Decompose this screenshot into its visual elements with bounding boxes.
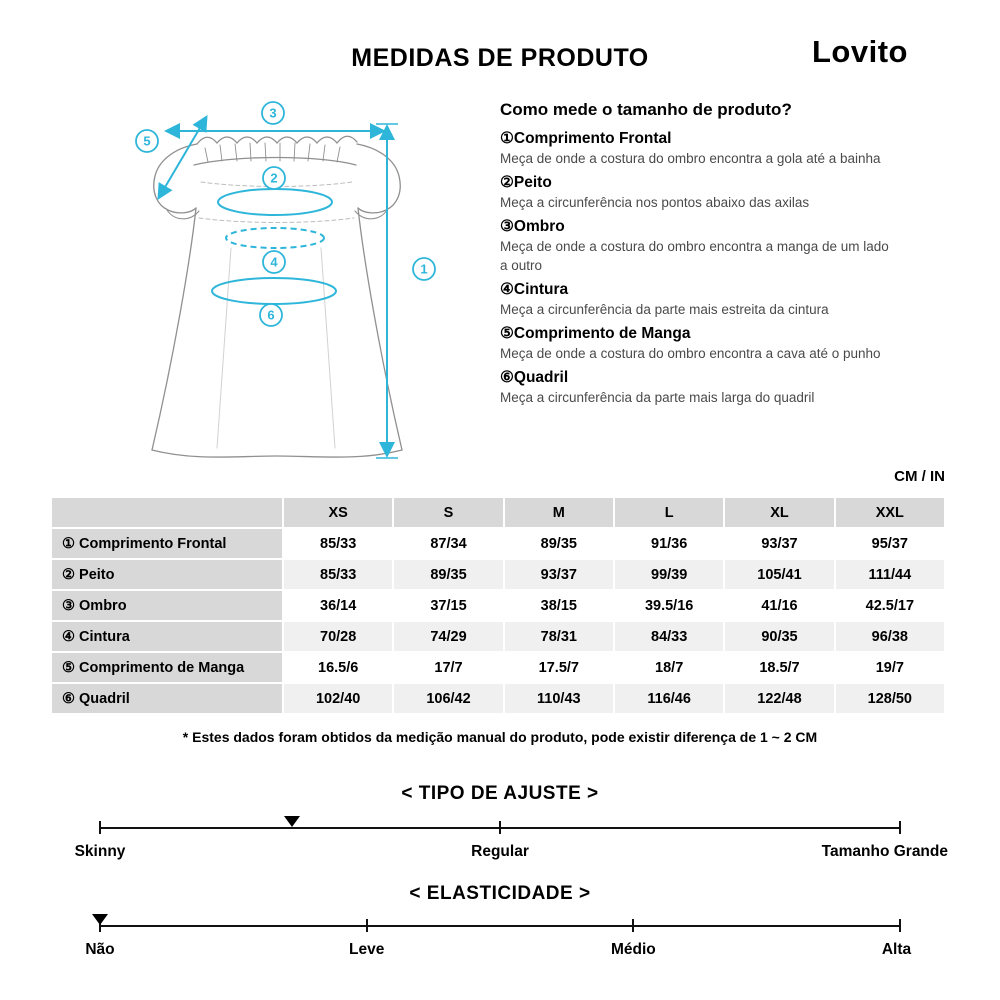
guide-item-desc: Meça de onde a costura do ombro encontra a manga de um lado a outro xyxy=(500,239,889,273)
size-value: 38/15 xyxy=(504,590,614,621)
size-value: 17/7 xyxy=(393,652,503,683)
size-table-head xyxy=(51,497,945,528)
size-value: 84/33 xyxy=(614,621,724,652)
guide-item-desc: Meça a circunferência da parte mais estreita da cintura xyxy=(500,302,829,317)
scale-tick xyxy=(499,821,501,834)
size-value: 93/37 xyxy=(724,528,834,559)
size-value: 17.5/7 xyxy=(504,652,614,683)
row-label: ⑥ Quadril xyxy=(51,683,283,714)
marker-chest xyxy=(263,167,285,189)
table-row xyxy=(51,528,945,559)
fit-scale xyxy=(74,815,949,865)
scale-tick xyxy=(632,919,634,932)
guide-item xyxy=(500,279,895,319)
size-value: 122/48 xyxy=(724,683,834,714)
size-col-header: S xyxy=(393,497,503,528)
size-value: 42.5/17 xyxy=(835,590,945,621)
measure-guide-heading: Como mede o tamanho de produto? xyxy=(500,100,792,119)
size-col-header: L xyxy=(614,497,724,528)
size-value: 18/7 xyxy=(614,652,724,683)
marker-waist-num: 4 xyxy=(270,254,278,270)
marker-shoulder-num: 3 xyxy=(269,105,277,121)
table-row xyxy=(51,590,945,621)
guide-item-desc: Meça a circunferência da parte mais larga do quadril xyxy=(500,390,815,405)
size-value: 93/37 xyxy=(504,559,614,590)
measure-guide xyxy=(500,100,895,411)
scale-label: Médio xyxy=(610,941,656,958)
row-label: ⑤ Comprimento de Manga xyxy=(51,652,283,683)
size-value: 36/14 xyxy=(283,590,393,621)
unit-label: CM / IN xyxy=(894,468,945,485)
size-value: 85/33 xyxy=(283,559,393,590)
size-value: 91/36 xyxy=(614,528,724,559)
scale-label: Leve xyxy=(348,941,385,958)
marker-length-num: 1 xyxy=(420,261,428,277)
table-row xyxy=(51,652,945,683)
size-value: 96/38 xyxy=(835,621,945,652)
dress-diagram xyxy=(55,98,495,481)
size-col-header: M xyxy=(504,497,614,528)
scale-label: Tamanho Grande xyxy=(821,843,949,860)
marker-shoulder xyxy=(262,102,284,124)
guide-item xyxy=(500,367,895,407)
row-label: ③ Ombro xyxy=(51,590,283,621)
size-value: 90/35 xyxy=(724,621,834,652)
marker-waist xyxy=(263,251,285,273)
size-value: 106/42 xyxy=(393,683,503,714)
guide-item-desc: Meça de onde a costura do ombro encontra a cava até o punho xyxy=(500,346,881,361)
chest-ellipse xyxy=(218,189,332,215)
size-value: 110/43 xyxy=(504,683,614,714)
guide-item-name: ①Comprimento Frontal xyxy=(500,130,672,147)
guide-item-name: ⑤Comprimento de Manga xyxy=(500,325,691,342)
size-value: 37/15 xyxy=(393,590,503,621)
page-title: MEDIDAS DE PRODUTO xyxy=(351,44,649,72)
guide-item-name: ⑥Quadril xyxy=(500,369,569,386)
scale-tick xyxy=(899,821,901,834)
marker-chest-num: 2 xyxy=(270,170,278,186)
size-table-corner xyxy=(51,497,283,528)
brand-logo: Lovito xyxy=(812,34,908,69)
size-value: 87/34 xyxy=(393,528,503,559)
scale-label: Regular xyxy=(471,843,529,860)
scale-label: Alta xyxy=(881,941,912,958)
size-value: 105/41 xyxy=(724,559,834,590)
size-value: 89/35 xyxy=(504,528,614,559)
elasticity-scale xyxy=(85,913,912,963)
size-value: 85/33 xyxy=(283,528,393,559)
marker-hip-num: 6 xyxy=(267,307,275,323)
scale-line xyxy=(100,925,900,927)
scale-label: Skinny xyxy=(74,843,126,860)
waist-ellipse xyxy=(226,228,324,248)
guide-item-name: ③Ombro xyxy=(500,218,565,235)
size-value: 78/31 xyxy=(504,621,614,652)
elasticity-scale-title: < ELASTICIDADE > xyxy=(409,883,591,904)
row-label: ④ Cintura xyxy=(51,621,283,652)
size-value: 16.5/6 xyxy=(283,652,393,683)
hip-ellipse xyxy=(212,278,336,304)
size-value: 74/29 xyxy=(393,621,503,652)
scale-tick xyxy=(99,821,101,834)
size-value: 39.5/16 xyxy=(614,590,724,621)
guide-item-name: ②Peito xyxy=(500,174,552,191)
table-row xyxy=(51,621,945,652)
size-value: 99/39 xyxy=(614,559,724,590)
size-value: 102/40 xyxy=(283,683,393,714)
scale-marker xyxy=(284,816,300,827)
size-value: 89/35 xyxy=(393,559,503,590)
size-value: 41/16 xyxy=(724,590,834,621)
guide-item xyxy=(500,128,895,168)
size-value: 19/7 xyxy=(835,652,945,683)
dress-diagram-svg xyxy=(55,98,495,476)
row-label: ② Peito xyxy=(51,559,283,590)
footnote: * Estes dados foram obtidos da medição manual do produto, pode existir diferença de 1 ~ 2 CM xyxy=(182,729,818,745)
scale-label: Não xyxy=(85,941,115,958)
size-value: 111/44 xyxy=(835,559,945,590)
marker-hip xyxy=(260,304,282,326)
fit-scale-title: < TIPO DE AJUSTE > xyxy=(401,783,599,804)
size-col-header: XXL xyxy=(835,497,945,528)
guide-item-name: ④Cintura xyxy=(500,281,569,298)
size-table-body xyxy=(51,528,945,714)
size-value: 18.5/7 xyxy=(724,652,834,683)
size-col-header: XS xyxy=(283,497,393,528)
guide-item-desc: Meça a circunferência nos pontos abaixo das axilas xyxy=(500,195,810,210)
size-value: 128/50 xyxy=(835,683,945,714)
scale-tick xyxy=(899,919,901,932)
measure-guide-list xyxy=(500,128,895,407)
row-label: ① Comprimento Frontal xyxy=(51,528,283,559)
guide-item xyxy=(500,323,895,363)
size-value: 116/46 xyxy=(614,683,724,714)
size-value: 95/37 xyxy=(835,528,945,559)
scale-tick xyxy=(366,919,368,932)
size-col-header: XL xyxy=(724,497,834,528)
guide-item xyxy=(500,216,895,275)
size-table xyxy=(50,496,946,715)
guide-item xyxy=(500,172,895,212)
guide-item-desc: Meça de onde a costura do ombro encontra a gola até a bainha xyxy=(500,151,881,166)
marker-length xyxy=(413,258,435,280)
scale-marker xyxy=(92,914,108,925)
table-row xyxy=(51,559,945,590)
marker-sleeve xyxy=(136,130,158,152)
table-row xyxy=(51,683,945,714)
marker-sleeve-num: 5 xyxy=(143,133,151,149)
size-value: 70/28 xyxy=(283,621,393,652)
